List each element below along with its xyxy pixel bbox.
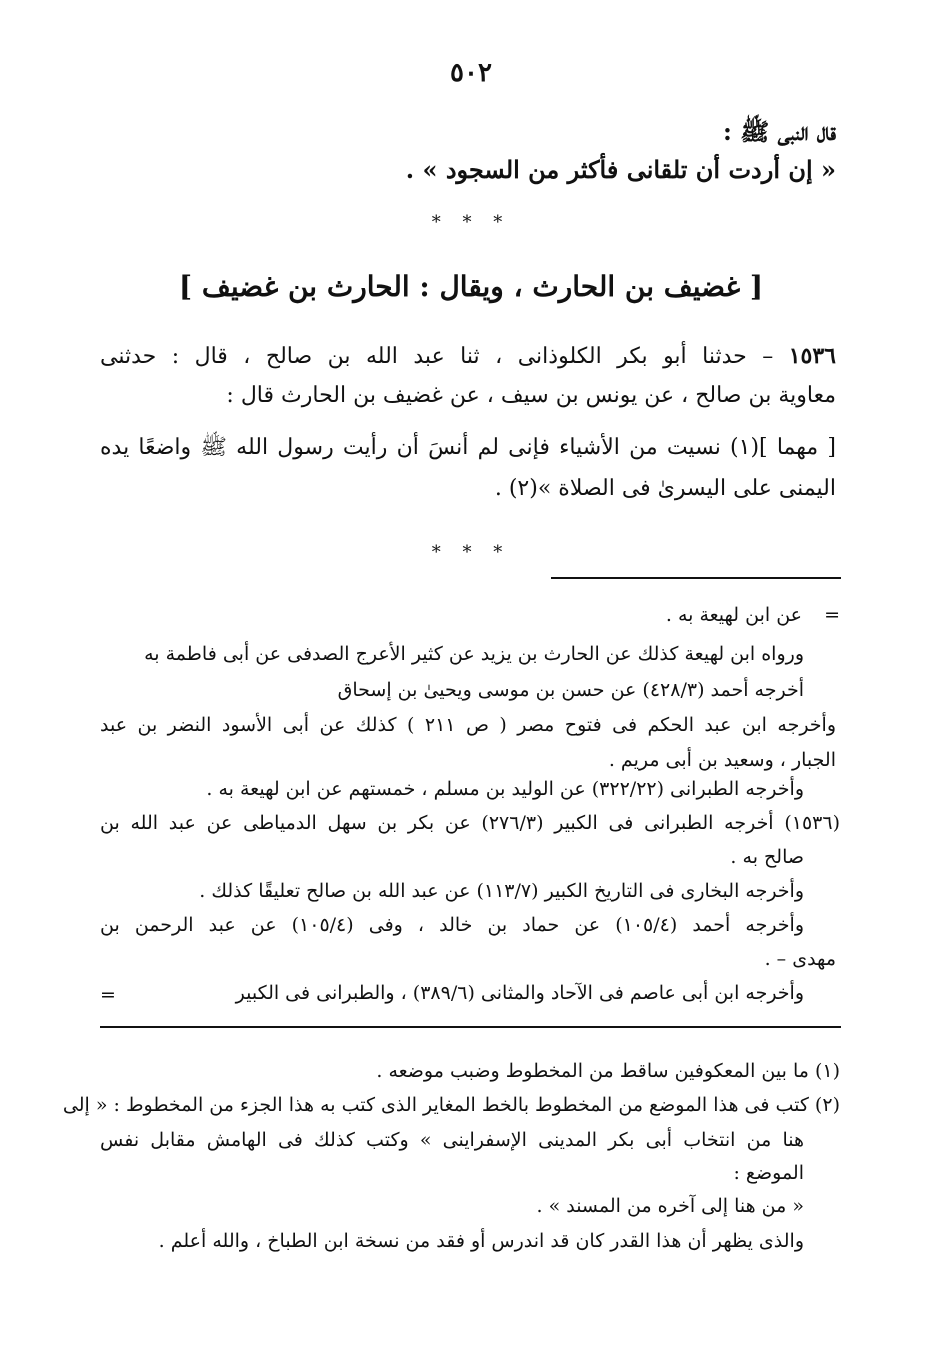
takhrij-line: ورواه ابن لهيعة كذلك عن الحارث بن يزيد عن كثير الأعرج الصدفى عن أبى فاطمة به (144, 643, 804, 665)
footnotes-rule (100, 1026, 841, 1028)
footnote-2: (٢) كتب فى هذا الموضع من المخطوط بالخط المغاير الذى كتب به هذا الجزء من المخطوط : « إلى (62, 1094, 840, 1116)
takhrij-line: صالح به . (730, 846, 804, 868)
takhrij-line: وأخرجه أحمد (١٠٥/٤) عن حماد بن خالد ، وفى (١٠٥/٤) عن عبد الرحمن بن (100, 914, 805, 936)
separator-stars-1: * * * (431, 212, 511, 233)
hadith-line-1 (100, 345, 836, 368)
takhrij-line: وأخرجه البخارى فى التاريخ الكبير (١١٣/٧) عن عبد الله بن صالح تعليقًا كذلك . (199, 880, 804, 902)
takhrij-line: مهدى – . (764, 948, 836, 970)
takhrij-end-mark: = (100, 984, 116, 1006)
footnote-line: الموضع : (733, 1162, 804, 1184)
hadith-number: ١٥٣٦ (788, 343, 836, 369)
footnote-line: « من هنا إلى آخره من المسند » . (536, 1195, 804, 1217)
takhrij-line: (١٥٣٦) أخرجه الطبرانى فى الكبير (٢٧٦/٣) عن بكر بن سهل الدمياطى عن عبد الله بن (100, 812, 840, 834)
takhrij-line: وأخرجه ابن عبد الحكم فى فتوح مصر ( ص ٢١١ ) كذلك عن أبى الأسود النضر بن عبد (100, 714, 836, 736)
takhrij-line: أخرجه أحمد (٤٢٨/٣) عن حسن بن موسى ويحيىٰ بن إسحاق (337, 679, 804, 701)
hadith-line-4: اليمنى على اليسرىٰ فى الصلاة »(٢) . (494, 476, 836, 501)
top-line-2: « إن أردت أن تلقانى فأكثر من السجود » . (405, 155, 836, 184)
section-heading: [ غضيف بن الحارث ، ويقال : الحارث بن غضيف ] (178, 270, 764, 303)
page-number: ٥٠٢ (450, 58, 492, 88)
hadith-line-1-text: – حدثنا أبو بكر الكلوذانى ، ثنا عبد الله بن صالح ، قال : حدثنى (100, 344, 789, 369)
takhrij-rule (551, 577, 841, 579)
separator-stars-2: * * * (431, 542, 511, 563)
takhrij-continuation-mark: = (824, 604, 840, 626)
footnote-line: والذى يظهر أن هذا القدر كان قد اندرس أو فقد من نسخة ابن الطباخ ، والله أعلم . (158, 1230, 804, 1252)
takhrij-line: وأخرجه ابن أبى عاصم فى الآحاد والمثانى (٣٨٩/٦) ، والطبرانى فى الكبير (235, 982, 804, 1004)
top-line-1: قال النبى ﷺ : (723, 117, 836, 146)
takhrij-line: عن ابن لهيعة به . (665, 604, 802, 626)
takhrij-line: الجبار ، وسعيد بن أبى مريم . (608, 749, 836, 771)
takhrij-line: وأخرجه الطبرانى (٣٢٢/٢٢) عن الوليد بن مسلم ، خمستهم عن ابن لهيعة به . (206, 778, 804, 800)
footnote-1: (١) ما بين المعكوفين ساقط من المخطوط وضبب موضعه . (376, 1060, 840, 1082)
footnote-line: هنا من انتخاب أبى بكر المدينى الإسفراينى » وكتب كذلك فى الهامش مقابل نفس (100, 1129, 804, 1151)
hadith-line-2: معاوية بن صالح ، عن يونس بن سيف ، عن غضيف بن الحارث قال : (226, 383, 836, 408)
hadith-line-3: [ مهما ](١) نسيت من الأشياء فإنى لم أنسَ أن رأيت رسول الله ﷺ واضعًا يده (100, 435, 836, 460)
